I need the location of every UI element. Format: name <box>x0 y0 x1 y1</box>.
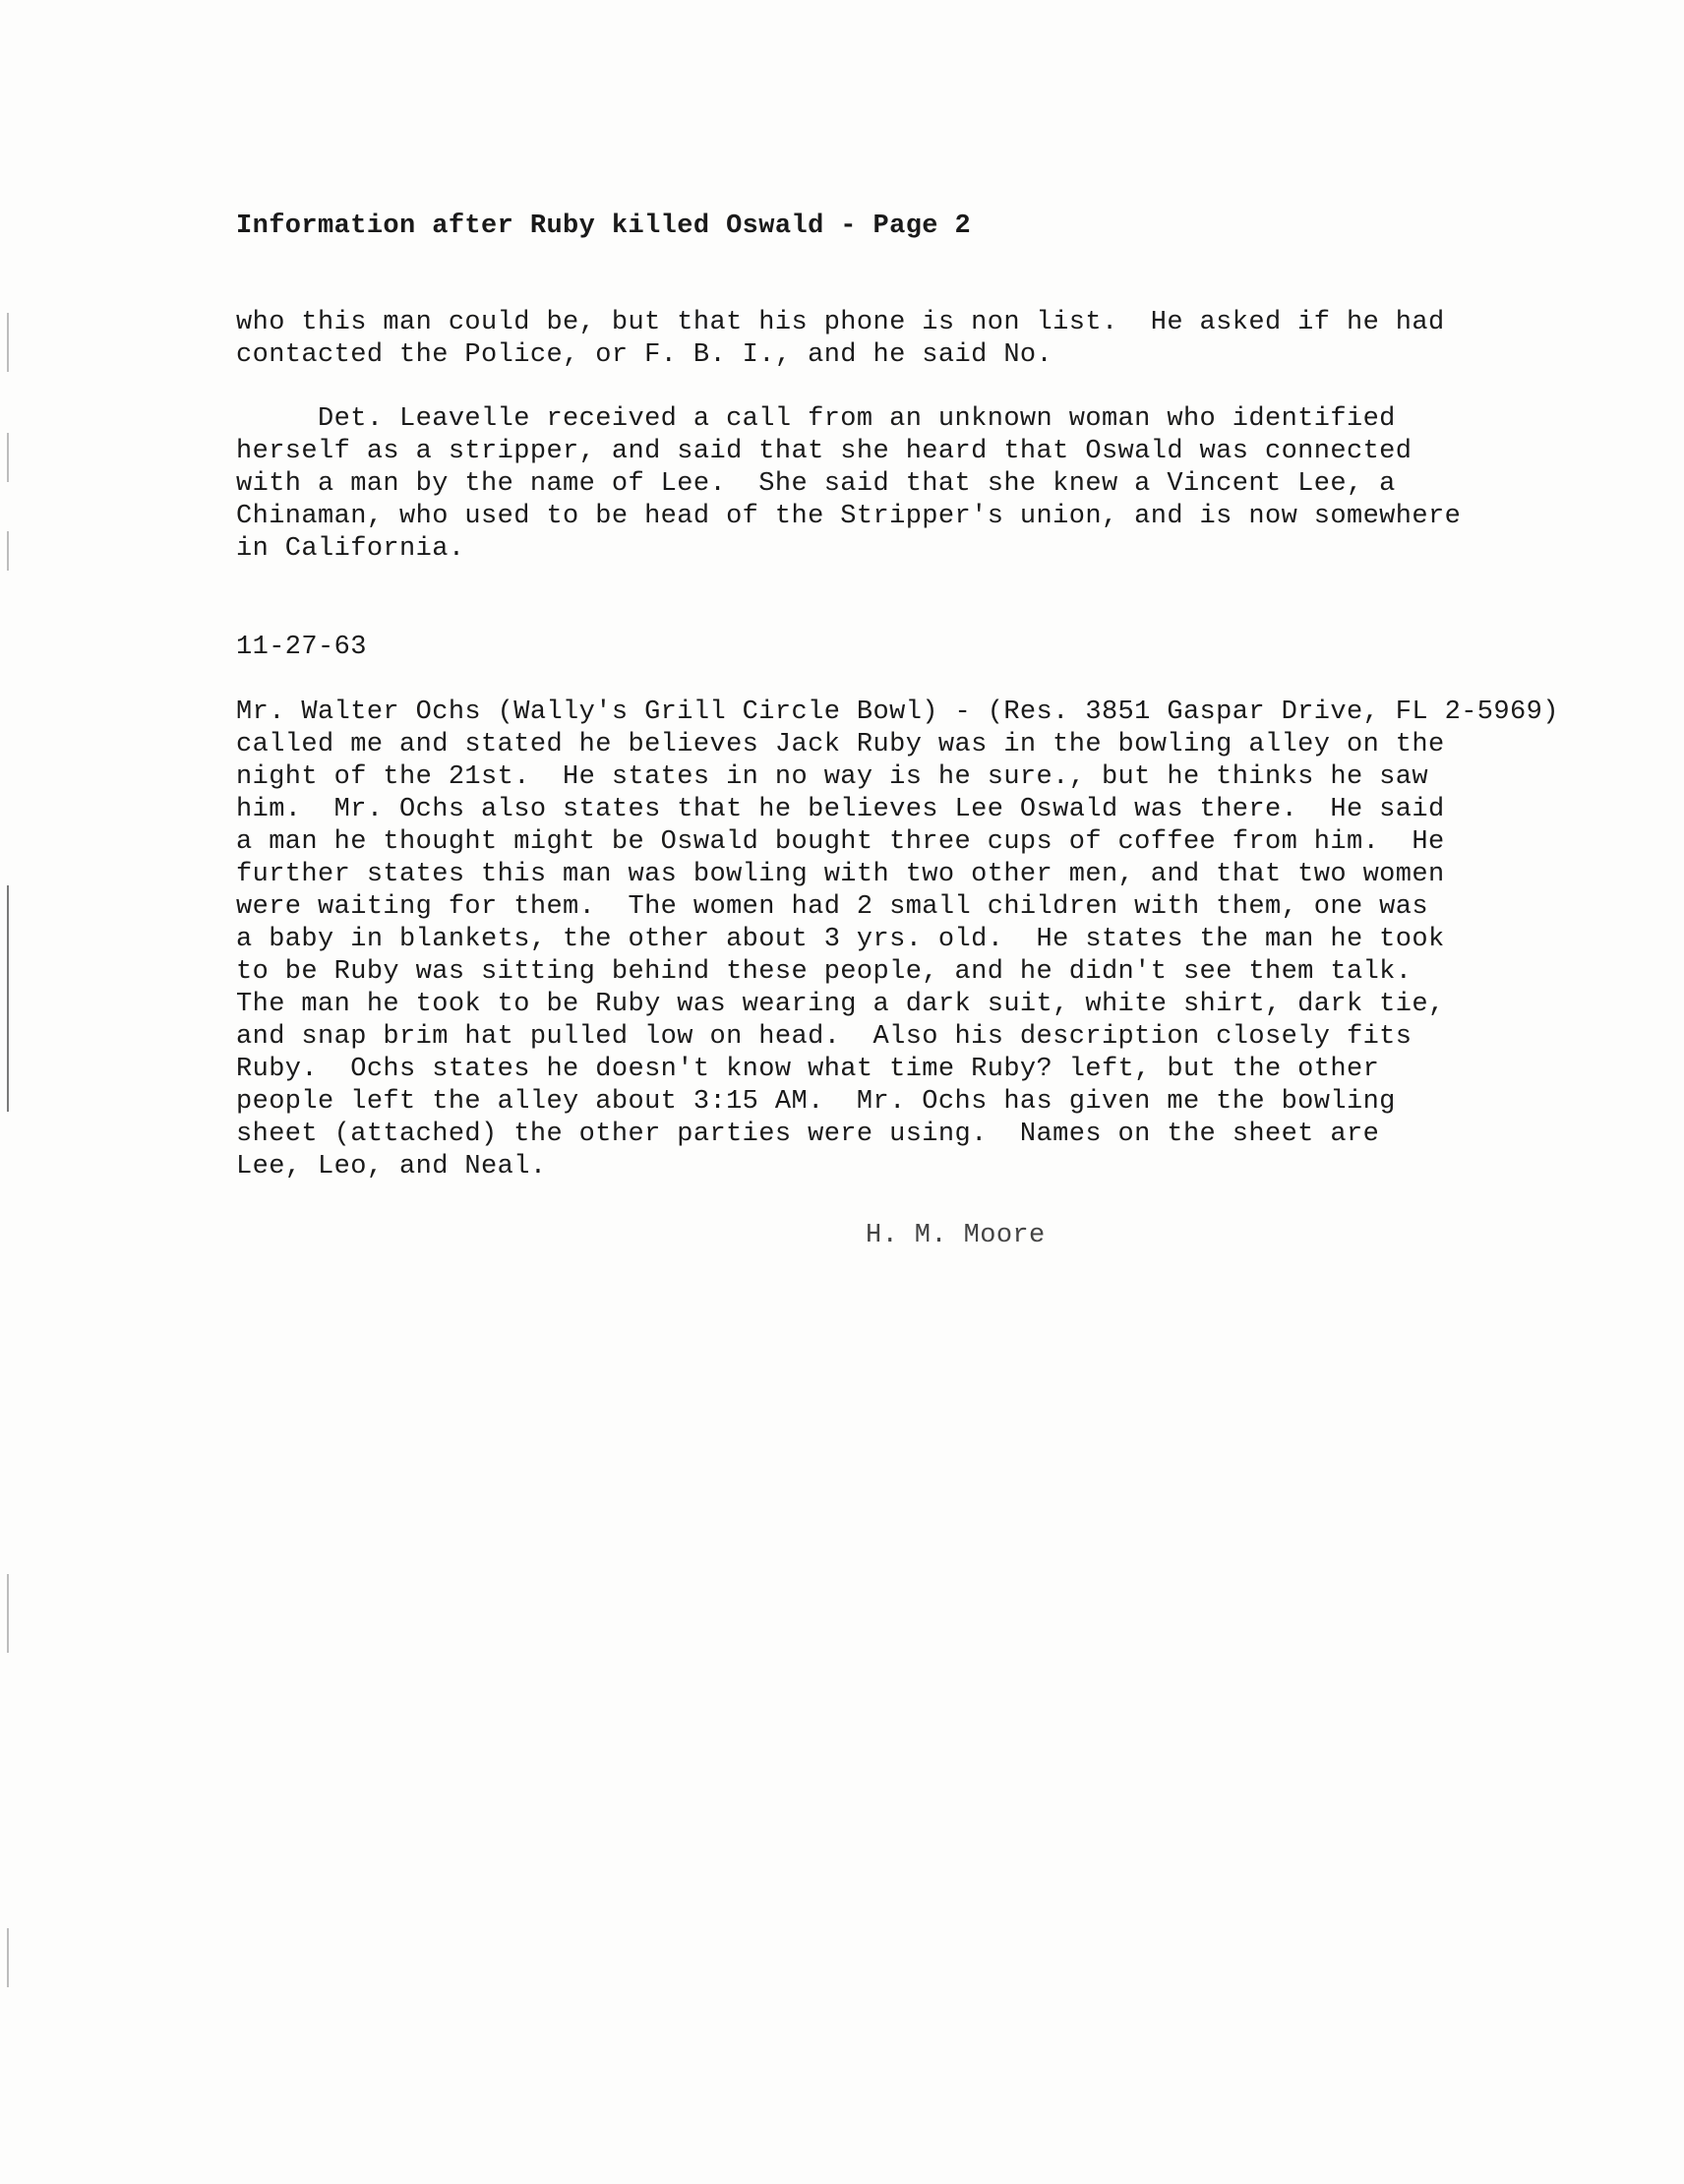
page-header: Information after Ruby killed Oswald - Page 2 <box>236 212 972 241</box>
text-line: contacted the Police, or F. B. I., and he said No. <box>236 340 1053 370</box>
margin-mark <box>7 885 9 1112</box>
text-line: called me and stated he believes Jack Ruby was in the bowling alley on the <box>236 730 1445 759</box>
margin-mark <box>7 313 9 372</box>
text-line: Det. Leavelle received a call from an unknown woman who identified <box>236 404 1396 434</box>
text-line: a man he thought might be Oswald bought three cups of coffee from him. He <box>236 827 1445 857</box>
margin-mark <box>7 531 9 571</box>
text-line: sheet (attached) the other parties were using. Names on the sheet are <box>236 1120 1380 1149</box>
text-line: Mr. Walter Ochs (Wally's Grill Circle Bowl) - (Res. 3851 Gaspar Drive, FL 2-5969) <box>236 698 1559 727</box>
margin-mark <box>7 1928 9 1987</box>
text-line: and snap brim hat pulled low on head. Also his description closely fits <box>236 1022 1413 1052</box>
text-line: with a man by the name of Lee. She said that she knew a Vincent Lee, a <box>236 469 1396 499</box>
text-line: to be Ruby was sitting behind these people, and he didn't see them talk. <box>236 957 1413 987</box>
text-line: Chinaman, who used to be head of the Stripper's union, and is now somewhere <box>236 502 1462 531</box>
text-line: night of the 21st. He states in no way is he sure., but he thinks he saw <box>236 762 1428 792</box>
text-line: him. Mr. Ochs also states that he believes Lee Oswald was there. He said <box>236 795 1445 824</box>
text-line: The man he took to be Ruby was wearing a dark suit, white shirt, dark tie, <box>236 990 1445 1019</box>
text-line: herself as a stripper, and said that she heard that Oswald was connected <box>236 437 1413 466</box>
text-line: further states this man was bowling with two other men, and that two women <box>236 860 1445 889</box>
text-line: people left the alley about 3:15 AM. Mr. Ochs has given me the bowling <box>236 1087 1396 1117</box>
text-line: were waiting for them. The women had 2 small children with them, one was <box>236 892 1428 922</box>
signature: H. M. Moore <box>866 1221 1046 1250</box>
text-line: a baby in blankets, the other about 3 yrs. old. He states the man he took <box>236 925 1445 954</box>
text-line: Lee, Leo, and Neal. <box>236 1152 547 1182</box>
text-line: who this man could be, but that his phone is non list. He asked if he had <box>236 308 1445 337</box>
margin-mark <box>7 433 9 482</box>
entry-date: 11-27-63 <box>236 633 367 662</box>
text-line: Ruby. Ochs states he doesn't know what time Ruby? left, but the other <box>236 1055 1380 1084</box>
margin-mark <box>7 1574 9 1653</box>
text-line: in California. <box>236 534 465 564</box>
